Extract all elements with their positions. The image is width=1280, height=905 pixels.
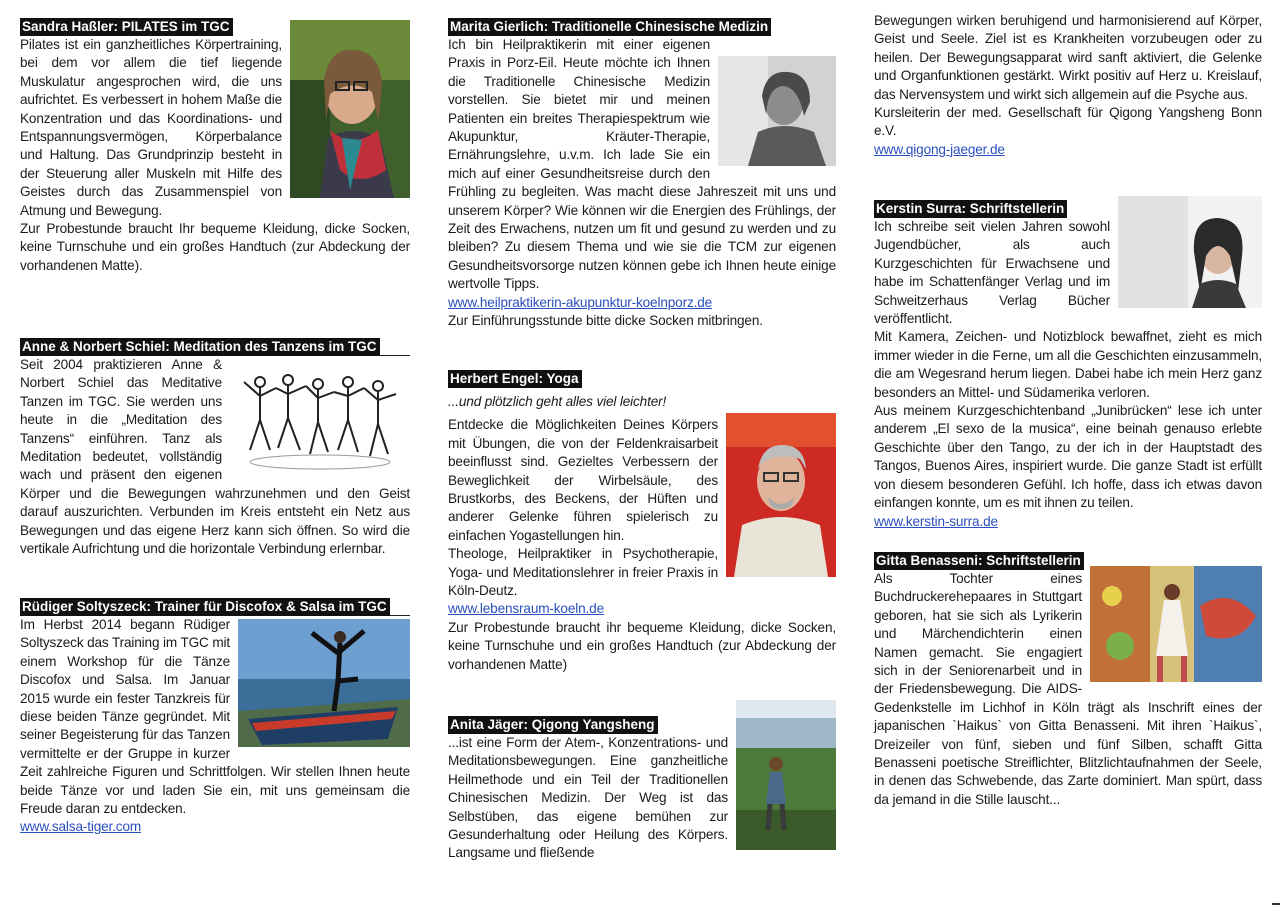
article-bio: Theologe, Heilpraktiker in Psychotherapie, Yoga- und Meditationslehrer in freier Praxis in Köln-Deutz.: [448, 546, 718, 599]
article-body: Entdecke die Möglichkeiten Deines Körpers mit Übungen, die von der Feldenkraisarbeit beeinflusst sind. Gezieltes Verbessern der Beweglichkeit der Wirbelsäule, des Brustkorbs, des Beckens, der Hüften und anderer Gelenke führen spielerisch zu einfachen Yogastellungen hin.: [448, 417, 718, 543]
article-body: Ich bin Heilpraktikerin mit einer eigenen Praxis in Porz-Eil. Heute möchte ich Ihnen die Traditionelle Chinesische Medizin vorstellen. Sie bietet mir und meinen Patienten ein breites Therapiespektrum wie Akupunktur, Kräuter-Therapie, Ernährungslehre, u.v.m. Ich lade Sie ein mich auf einer Gesundheitsreise durch den Frühling zu begleiten. Was macht diese Jahreszeit mit uns und unserem Körper? Wie können wir die Energien des Frühlings, der Zeit des Erwachens, nutzen um fit und gesund zu werden und zu bleiben? Zu diesem Thema und wie sie die TCM zur eigenen Gesundheitsvorsorge nutzen können gebe ich Ihnen heute einige wertvolle Tipps.: [448, 37, 836, 292]
article-heading: Sandra Haßler: PILATES im TGC: [20, 18, 233, 36]
article-heading: Gitta Benasseni: Schriftstellerin: [874, 552, 1084, 570]
article-tanz: [20, 338, 410, 584]
website-link[interactable]: www.qigong-jaeger.de: [874, 141, 1005, 157]
surra-photo: [1118, 196, 1262, 308]
article-yoga: [448, 370, 836, 702]
yoga-photo: [726, 413, 836, 577]
article-salsa: [20, 598, 410, 837]
article-note: Zur Probestunde braucht Ihr bequeme Kleidung, dicke Socken, keine Turnschuhe und ein großes Handtuch (zur Abdeckung der vorhandenen Matte).: [20, 221, 410, 273]
article-heading: Anita Jäger: Qigong Yangsheng: [448, 716, 658, 734]
article-body: Als Tochter eines Buchdruckerehepaares in Stuttgart geboren, hat sie sich als Lyrikerin und Märchendichterin einen Namen gemacht. Sie engagiert sich in der Seniorenarbeit und in der Friedensbewegung. Die AIDS-Gedenkstelle im Lichhof in Köln trägt als Inschrift eines der japanischen `Haikus` von Gitta Benasseni. Mit ihren `Haikus`, Dreizeiler von fünf, sieben und fünf Silben, schafft Gitta Benasseni poetische Streiflichter, Blitzlichtaufnahmen der Seele, in denen das Schwebende, das Zarte dominiert. Man spürt, dass da jemand in die Stille lauscht...: [874, 571, 1262, 807]
article-tagline: ...und plötzlich geht alles viel leichter!: [448, 394, 667, 409]
article-heading: Kerstin Surra: Schriftstellerin: [874, 200, 1067, 218]
right-column: [874, 13, 1262, 809]
article-body-2: Mit Kamera, Zeichen- und Notizblock bewaffnet, zieht es mich immer wieder in die Ferne, um all die Geschichten einzusammeln, die am Wegesrand herum liegen. Dabei habe ich mein Herz ganz besonders an Mittel- und Südamerika verloren.: [874, 329, 1262, 400]
middle-column: [448, 18, 836, 863]
website-link[interactable]: www.heilpraktikerin-akupunktur-koelnporz.de: [448, 294, 713, 310]
article-note: Zur Einführungsstunde bitte dicke Socken mitbringen.: [448, 313, 763, 329]
article-qigong-continued: [874, 12, 1262, 180]
article-surra: [874, 200, 1262, 534]
article-pilates: [20, 18, 410, 324]
article-heading: Rüdiger Soltyszeck: Trainer für Discofox & Salsa im TGC: [20, 598, 390, 616]
dancing-figures-drawing: [230, 358, 410, 476]
salsa-photo: [238, 619, 410, 747]
article-body: Pilates ist ein ganzheitliches Körpertraining, bei dem vor allem die tief liegende Muskulatur angesprochen wird, die uns aufrichtet. Es verbessert in hohem Maße die Konzentration und das Koordinations- und Entspannungsvermögen, Körperbalance und Haltung. Das Grundprinzip besteht in der Steuerung aller Muskeln mit Hilfe des Geistes durch das Zusammenspiel von Atmung und Bewegung.: [20, 37, 282, 218]
tcm-photo: [718, 56, 836, 166]
article-qigong: [448, 716, 836, 863]
article-body-continued: Bewegungen wirken beruhigend und harmonisierend auf Körper, Geist und Seele. Ziel ist es Krankheiten vorzubeugen oder zu heilen. Der Bewegungsapparat wird sanft aktiviert, die Gelenke und Organfunktionen gestärkt. Wirkt positiv auf Herz u. Kreislauf, das Nervensystem und wirkt sich allgemein auf die Psyche aus.: [874, 13, 1262, 102]
article-body-3: Aus meinem Kurzgeschichtenband „Junibrücken“ lese ich unter anderem „El sexo de la musica“, eine beinah genauso erlebte Geschichte über den Tango, zu der ich in der Hauptstadt des Tangos, Buenos Aires, inspiriert wurde. Die ganze Stadt ist erfüllt von diesem besonderen Gefühl. Ich hoffe, dass ich etwas davon einfangen konnte, um es mit ihnen zu teilen.: [874, 403, 1262, 511]
article-tcm: [448, 18, 836, 354]
article-heading: Herbert Engel: Yoga: [448, 370, 582, 388]
website-link[interactable]: www.lebensraum-koeln.de: [448, 601, 604, 617]
article-heading: Marita Gierlich: Traditionelle Chinesische Medizin: [448, 18, 771, 36]
benasseni-photo: [1090, 566, 1262, 682]
website-link[interactable]: www.kerstin-surra.de: [874, 513, 998, 529]
left-column: [20, 18, 410, 837]
website-link[interactable]: www.salsa-tiger.com: [20, 819, 142, 835]
article-body: Ich schreibe seit vielen Jahren sowohl Jugendbücher, als auch Kurzgeschichten für Erwachsene und habe im Schattenfänger Verlag und im Schweitzerhaus Verlag Bücher veröffentlicht.: [874, 219, 1110, 327]
article-body: ...ist eine Form der Atem-, Konzentrations- und Meditationsbewegungen. Eine ganzheitliche Heilmethode und ein Teil der Traditionellen Chinesischen Medizin. Der Weg ist das Selbstüben, das eigene bemühen zur Gesunderhaltung oder Heilung des Körpers. Langsame und fließende: [448, 735, 728, 861]
article-note: Zur Probestunde braucht ihr bequeme Kleidung, dicke Socken, keine Turnschuhe und ein großes Handtuch (zur Abdeckung der vorhandenen Matte): [448, 619, 836, 672]
article-heading: Anne & Norbert Schiel: Meditation des Tanzens im TGC: [20, 338, 380, 356]
article-body: Im Herbst 2014 begann Rüdiger Soltyszeck das Training im TGC mit einem Workshop für die Tänze Discofox und Salsa. Im Januar 2015 wurde ein fester Tanzkreis für diese beiden Tänze gegründet. Mit seiner Begeisterung für das Tanzen vermittelte er der Gruppe in kurzer Zeit zahlreiche Figuren und Schrittfolgen. Wir stellen Ihnen heute beide Tänze vor und laden Sie ein, mit uns gemeinsam die Freude daran zu entdecken.: [20, 617, 410, 817]
article-benasseni: [874, 552, 1262, 809]
qigong-photo: [736, 700, 836, 850]
article-body: Seit 2004 praktizieren Anne & Norbert Schiel das Meditative Tanzen im TGC. Sie werden uns heute in die „Meditation des Tanzens“ einführen. Tanz als Meditation bedeutet, vollständig wach und präsent den eigenen Körper und die Bewegungen wahrzunehmen und den Geist darauf auszurichten. Verbunden im Kreis entsteht ein Netz aus Bewegungen und das eigene Herz kann sich öffnen. So wird die vertikale Aufrichtung und die horizontale Verbindung erlernbar.: [20, 357, 410, 557]
pilates-photo: [290, 20, 410, 198]
article-bio: Kursleiterin der med. Gesellschaft für Qigong Yangsheng Bonn e.V.: [874, 105, 1262, 139]
